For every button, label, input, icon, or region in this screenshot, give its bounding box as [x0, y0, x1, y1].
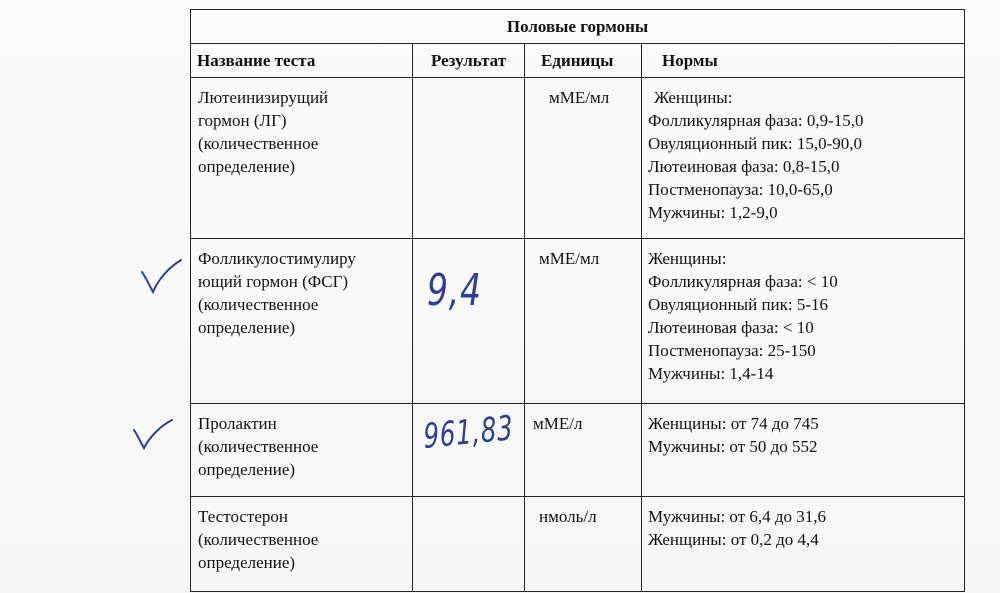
check-mark-icon — [130, 418, 176, 454]
norms-cell — [642, 497, 965, 592]
test-name-line: Пролактин — [198, 414, 277, 433]
result-cell — [413, 497, 525, 592]
handwritten-result: 961,83 — [422, 408, 515, 457]
test-name-line: определение) — [198, 157, 296, 176]
test-name-line: Фолликулостимулиру — [198, 249, 356, 268]
units-cell: мМЕ/мл — [525, 78, 642, 239]
handwritten-result: 9,4 — [427, 265, 482, 316]
test-name-line: (количественное — [198, 134, 319, 153]
units-cell: мМЕ/мл — [525, 239, 642, 404]
norm-line: Мужчины: от 6,4 до 31,6 — [648, 507, 827, 526]
table-row — [191, 497, 965, 592]
result-cell — [413, 239, 525, 404]
norms-cell — [642, 404, 965, 497]
norm-line: Мужчины: от 50 до 552 — [648, 437, 818, 456]
test-name-line: гормон (ЛГ) — [198, 111, 287, 130]
test-name-line: (количественное — [198, 295, 319, 314]
test-name-line: (количественное — [198, 437, 319, 456]
units-cell: мМЕ/л — [525, 404, 642, 497]
test-name-line: Лютеинизирущий — [198, 88, 329, 107]
norms-cell — [642, 78, 965, 239]
norm-line: Женщины: — [654, 88, 733, 107]
norm-line: Мужчины: 1,4-14 — [648, 364, 774, 383]
norm-line: Женщины: от 0,2 до 4,4 — [648, 530, 819, 549]
test-name-cell — [191, 239, 413, 404]
header-norms: Нормы — [642, 44, 965, 78]
norm-line: Овуляционный пик: 5-16 — [648, 295, 829, 314]
norm-line: Женщины: — [648, 249, 727, 268]
test-name-line: определение) — [198, 318, 296, 337]
table-row — [191, 78, 965, 239]
norm-line: Фолликулярная фаза: 0,9-15,0 — [648, 111, 864, 130]
test-name-line: определение) — [198, 553, 296, 572]
table-row — [191, 404, 965, 497]
test-name-line: (количественное — [198, 530, 319, 549]
table-title: Половые гормоны — [191, 10, 965, 44]
test-name-line: Тестостерон — [198, 507, 288, 526]
norm-line: Постменопауза: 10,0-65,0 — [648, 180, 833, 199]
table-row — [191, 239, 965, 404]
test-name-line: ющий гормон (ФСГ) — [198, 272, 349, 291]
test-name-line: определение) — [198, 460, 296, 479]
units-cell: нмоль/л — [525, 497, 642, 592]
test-name-cell — [191, 497, 413, 592]
norm-line: Овуляционный пик: 15,0-90,0 — [648, 134, 863, 153]
test-name-cell — [191, 78, 413, 239]
norm-line: Лютеиновая фаза: 0,8-15,0 — [648, 157, 840, 176]
norm-line: Постменопауза: 25-150 — [648, 341, 816, 360]
test-name-cell — [191, 404, 413, 497]
hormones-table — [190, 9, 965, 592]
norms-cell — [642, 239, 965, 404]
norm-line: Лютеиновая фаза: < 10 — [648, 318, 814, 337]
norm-line: Мужчины: 1,2-9,0 — [648, 203, 778, 222]
result-cell — [413, 78, 525, 239]
header-units: Единицы — [525, 44, 642, 78]
header-result: Результат — [413, 44, 525, 78]
norm-line: Женщины: от 74 до 745 — [648, 414, 819, 433]
header-test-name: Название теста — [191, 44, 413, 78]
check-mark-icon — [138, 258, 184, 298]
norm-line: Фолликулярная фаза: < 10 — [648, 272, 838, 291]
result-cell — [413, 404, 525, 497]
